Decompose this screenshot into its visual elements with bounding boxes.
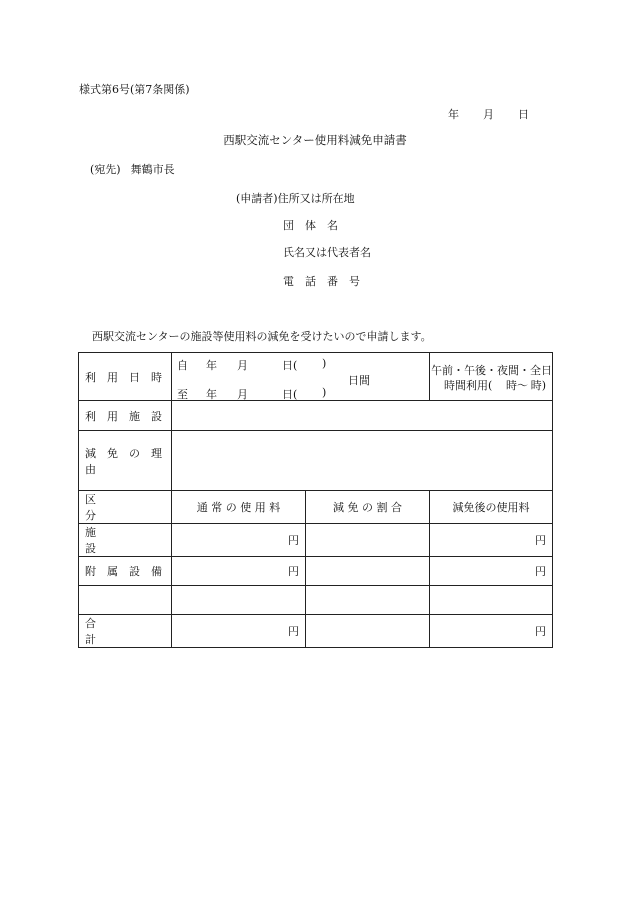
from-year: 年	[206, 359, 217, 372]
usage-period-cell[interactable]	[430, 353, 553, 401]
applicant-group-name-text: 団 体 名	[283, 219, 338, 232]
reduction-reason-label: 減 免 の 理 由	[79, 431, 172, 491]
fee-row-label: 施 設	[79, 524, 172, 557]
fee-row-label[interactable]	[79, 586, 172, 615]
to-year: 年	[206, 388, 217, 401]
date-month-label: 月	[483, 108, 494, 121]
fee-row-equipment	[79, 557, 553, 586]
date-day-label: 日	[518, 108, 529, 121]
request-statement: 西駅交流センターの施設等使用料の減免を受けたいので申請します。	[92, 330, 432, 343]
document-title: 西駅交流センター使用料減免申請書	[223, 133, 407, 147]
applicant-name-label	[283, 244, 377, 260]
reduction-reason-value[interactable]	[172, 431, 553, 491]
to-close: )	[322, 386, 327, 399]
application-table	[78, 352, 553, 648]
reduction-reason-row	[79, 431, 553, 491]
applicant-phone-label	[283, 273, 377, 289]
usage-facility-value[interactable]	[172, 401, 553, 431]
days-unit: 日間	[348, 374, 370, 387]
to-prefix: 至	[177, 388, 188, 401]
usage-datetime-cell[interactable]	[172, 353, 430, 401]
normal-fee-header: 通 常 の 使 用 料	[172, 491, 306, 524]
period-options: 午前・午後・夜間・全日	[431, 364, 553, 377]
normal-fee-cell[interactable]	[172, 586, 306, 615]
to-day: 日(	[282, 388, 298, 401]
from-month: 月	[237, 359, 248, 372]
reduced-fee-cell[interactable]	[430, 586, 553, 615]
hourly-to: 時)	[530, 379, 547, 392]
from-close: )	[322, 357, 327, 370]
form-number-label: 様式第6号(第7条関係)	[79, 83, 190, 96]
to-month: 月	[237, 388, 248, 401]
date-year-label: 年	[448, 108, 459, 121]
addressee-label: (宛先)	[90, 163, 121, 176]
applicant-address-label: (申請者)住所又は所在地	[236, 192, 355, 205]
addressee-name: 舞鶴市長	[130, 163, 175, 176]
usage-facility-row	[79, 401, 553, 431]
reduced-fee-cell[interactable]: 円	[430, 557, 553, 586]
usage-facility-label: 利 用 施 設	[79, 401, 172, 431]
reduction-rate-cell[interactable]	[306, 615, 430, 648]
hourly-prefix: 時間利用(	[444, 379, 493, 392]
normal-fee-cell[interactable]: 円	[172, 557, 306, 586]
reduced-fee-cell[interactable]: 円	[430, 524, 553, 557]
fee-row-facility	[79, 524, 553, 557]
fee-header-row	[79, 491, 553, 524]
hourly-from: 時〜	[506, 379, 529, 392]
fee-row-label: 附 属 設 備	[79, 557, 172, 586]
applicant-group-name-label	[283, 217, 377, 233]
usage-datetime-row	[79, 353, 553, 401]
category-header: 区 分	[79, 491, 172, 524]
fee-row-total	[79, 615, 553, 648]
from-prefix: 自	[177, 359, 188, 372]
reduction-rate-cell[interactable]	[306, 524, 430, 557]
addressee	[90, 161, 175, 177]
reduced-fee-cell[interactable]: 円	[430, 615, 553, 648]
reduction-rate-header: 減 免 の 割 合	[306, 491, 430, 524]
fee-row-label: 合 計	[79, 615, 172, 648]
normal-fee-cell[interactable]: 円	[172, 615, 306, 648]
usage-datetime-label: 利 用 日 時	[79, 353, 172, 401]
normal-fee-cell[interactable]: 円	[172, 524, 306, 557]
applicant-phone-text: 電 話 番 号	[283, 275, 360, 288]
from-day: 日(	[282, 359, 298, 372]
reduction-rate-cell[interactable]	[306, 557, 430, 586]
applicant-name-text: 氏名又は代表者名	[283, 246, 371, 259]
fee-row-blank	[79, 586, 553, 615]
reduced-fee-header: 減免後の使用料	[430, 491, 553, 524]
reduction-rate-cell[interactable]	[306, 586, 430, 615]
